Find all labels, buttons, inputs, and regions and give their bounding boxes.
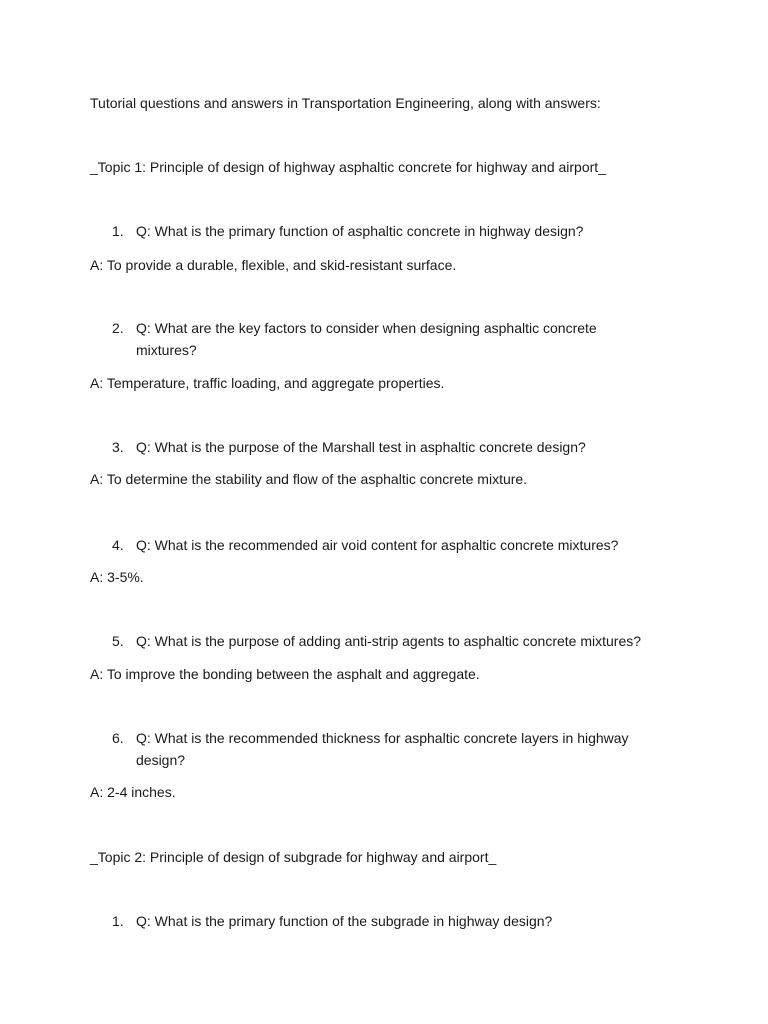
question-text: Q: What are the key factors to consider when designing asphaltic concrete mixtures? <box>136 320 597 358</box>
intro-text: Tutorial questions and answers in Transportation Engineering, along with answers: <box>90 95 601 111</box>
topic-1-heading: _Topic 1: Principle of design of highway asphaltic concrete for highway and airport_ <box>90 159 606 175</box>
answer-text: A: To improve the bonding between the asphalt and aggregate. <box>90 666 480 682</box>
question-text: Q: What is the recommended air void content for asphaltic concrete mixtures? <box>136 537 619 553</box>
answer-text: A: To provide a durable, flexible, and skid-resistant surface. <box>90 257 457 273</box>
item-number: 6. <box>112 730 124 746</box>
item-number: 1. <box>112 913 124 929</box>
item-number: 4. <box>112 537 124 553</box>
topic-2-heading: _Topic 2: Principle of design of subgrade for highway and airport_ <box>90 849 497 865</box>
question-text: Q: What is the primary function of the subgrade in highway design? <box>136 913 553 929</box>
item-number: 5. <box>112 633 124 649</box>
answer-text: A: 2-4 inches. <box>90 784 176 800</box>
item-number: 1. <box>112 223 124 239</box>
item-number: 2. <box>112 320 124 336</box>
question-text: Q: What is the recommended thickness for asphaltic concrete layers in highway design? <box>136 730 629 768</box>
item-number: 3. <box>112 439 124 455</box>
answer-text: A: Temperature, traffic loading, and aggregate properties. <box>90 375 445 391</box>
answer-text: A: 3-5%. <box>90 569 144 585</box>
answer-text: A: To determine the stability and flow of the asphaltic concrete mixture. <box>90 471 528 487</box>
question-text: Q: What is the purpose of the Marshall test in asphaltic concrete design? <box>136 439 586 455</box>
question-text: Q: What is the primary function of asphaltic concrete in highway design? <box>136 223 584 239</box>
question-text: Q: What is the purpose of adding anti-strip agents to asphaltic concrete mixtures? <box>136 633 642 649</box>
